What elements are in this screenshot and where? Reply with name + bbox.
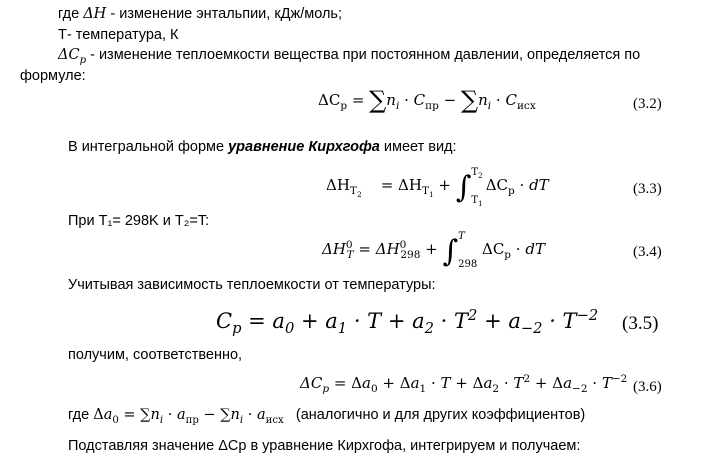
paragraph-integral-form xyxy=(68,139,457,155)
paragraph-substitution: Подставляя значение ΔCp в уравнение Кирхгофа, интегрируем и получаем: xyxy=(68,438,581,454)
paragraph-result: получим, соответственно, xyxy=(68,347,243,363)
paragraph-limits: При T₁= 298K и T₂=T: xyxy=(68,213,210,229)
text: (аналогично и для других коэффициентов) xyxy=(295,407,586,423)
text: где xyxy=(58,6,84,22)
equation-3-4: $\Delta H^0_T = \Delta H^0_{298}$ + ∫ T 298 $\Delta C_p$ · dT xyxy=(322,231,545,270)
text: В интегральной форме xyxy=(68,139,229,155)
text: - изменение энтальпии, кДж/моль; xyxy=(106,6,342,22)
text: - изменение теплоемкости вещества при постоянном давлении, определяется по xyxy=(86,47,641,63)
equation-3-6: $\Delta C_p = \Delta a_0 + \Delta a_1 \cdot T + \Delta a_2 \cdot T^2 + \Delta a_{-2} \cdot T^{-2}$ xyxy=(300,373,628,395)
paragraph-temperature-def: Т- температура, К xyxy=(58,27,179,43)
paragraph-heat-capacity-def xyxy=(58,47,640,66)
kirchhoff-equation-emphasis: уравнение Кирхгофа xyxy=(228,139,380,155)
equation-number-3-3: (3.3) xyxy=(633,181,662,197)
inline-formula-delta-a0: $\Delta a_0 = \sum n_i \cdot a_{пр} - \sum n_i \cdot a_{исх}$ xyxy=(93,407,284,426)
symbol-delta-h: ΔH xyxy=(83,6,107,22)
equation-3-3: $\Delta H_{T_2}$ = $\Delta H_{T_1}$ + ∫ $T_2$ $T_1$ $\Delta C_p$ · dT xyxy=(326,167,549,208)
paragraph-heat-capacity-cont: формуле: xyxy=(20,68,86,84)
paragraph-enthalpy-def xyxy=(58,6,342,22)
equation-number-3-5: (3.5) xyxy=(622,313,659,334)
text: где xyxy=(68,407,94,423)
equation-3-2: $\Delta C_p = \sum n_i \cdot C_{пр} - \sum n_i \cdot C_{исх}$ xyxy=(318,86,536,114)
paragraph-delta-a-def xyxy=(68,407,585,426)
equation-number-3-4: (3.4) xyxy=(633,244,662,260)
equation-number-3-2: (3.2) xyxy=(633,96,662,112)
paragraph-heat-capacity-temp: Учитывая зависимость теплоемкости от температуры: xyxy=(68,277,436,293)
equation-3-5: $C_p = a_0 + a_1 \cdot T + a_2 \cdot T^2 + a_{-2} \cdot T^{-2}$ xyxy=(216,307,599,338)
text: имеет вид: xyxy=(379,139,457,155)
equation-number-3-6: (3.6) xyxy=(633,379,662,395)
symbol-delta-cp: $\Delta C_p$ xyxy=(58,47,87,66)
